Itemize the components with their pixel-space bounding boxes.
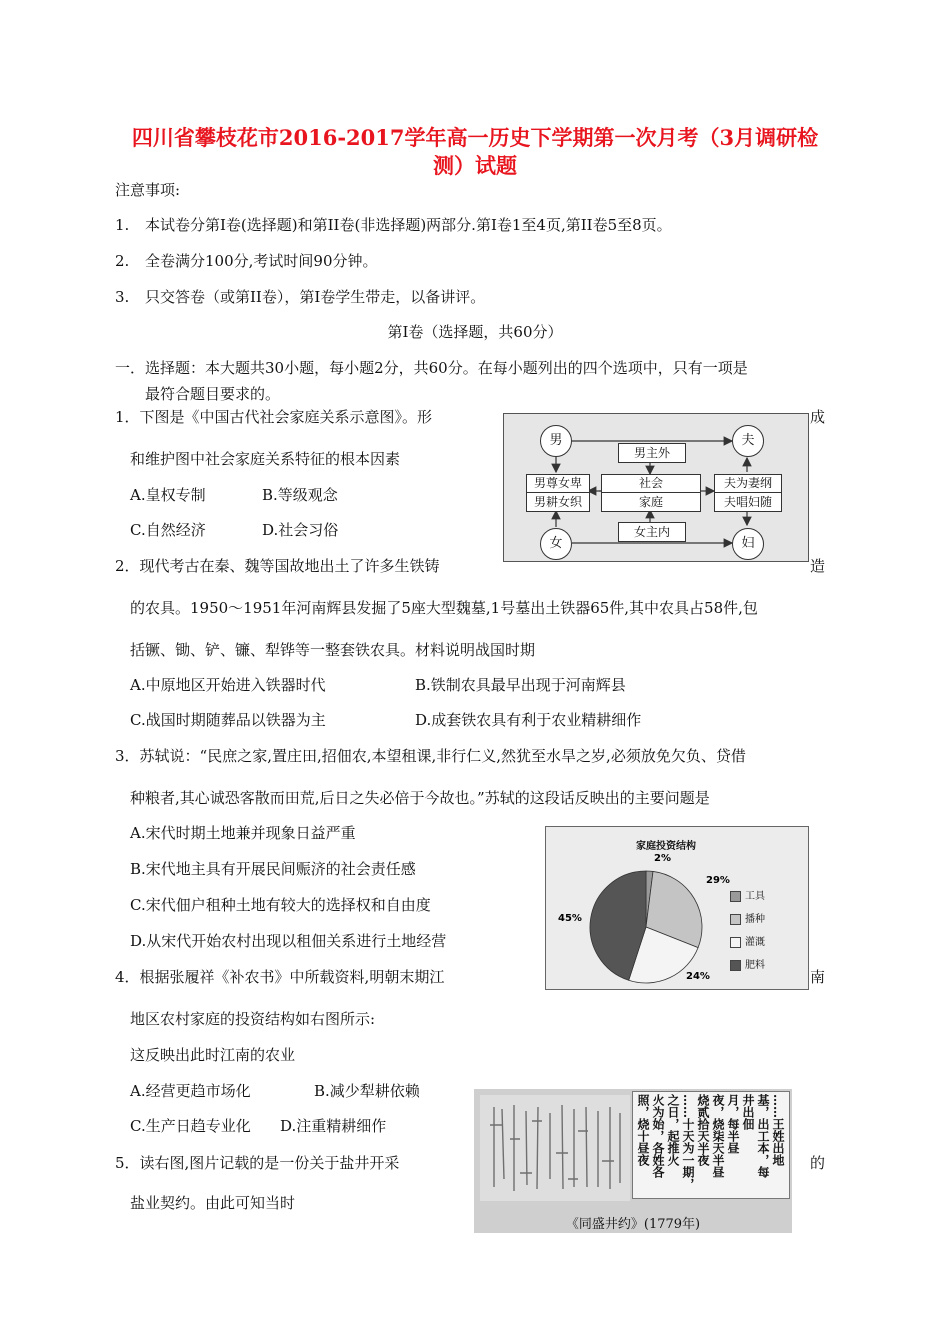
legend-item-sowing	[730, 910, 792, 925]
label-family: 家庭	[638, 495, 663, 509]
q4-option-d: D.注重精耕细作	[280, 1117, 387, 1135]
slice-sowing-label: 29%	[706, 875, 730, 886]
q4-option-b: B.减少犁耕依赖	[314, 1082, 420, 1100]
q3-line1: 3．苏轼说：“民庶之家,置庄田,招佃农,本望租课,非行仁义,然犹至水旱之岁,必须放免欠负、贷借	[115, 747, 746, 765]
part-intro-line2: 最符合题目要求的。	[145, 385, 281, 403]
q5-stem-a: 5．读右图,图片记载的是一份关于盐井开采	[115, 1154, 400, 1172]
notice-item-2-num: 2.	[115, 252, 130, 270]
notice-item-1-text: 本试卷分第I卷(选择题)和第II卷(非选择题)两部分.第I卷1至4页,第II卷5至8页。	[145, 216, 672, 234]
legend-label-fertilizer: 肥料	[745, 960, 765, 971]
contract-transcription	[632, 1091, 790, 1199]
node-female: 女	[540, 528, 572, 560]
notice-item-2-text: 全卷满分100分,考试时间90分钟。	[145, 252, 378, 270]
notice-heading: 注意事项:	[115, 181, 181, 199]
q1-stem-a: 1．下图是《中国古代社会家庭关系示意图》。形	[115, 408, 433, 426]
q4-line3: 这反映出此时江南的农业	[130, 1046, 296, 1064]
legend-label-tools: 工具	[745, 891, 765, 902]
notice-item-1-num: 1.	[115, 216, 130, 234]
legend-swatch-irrigation	[730, 937, 741, 948]
contract-caption: 《同盛井约》(1779年)	[565, 1217, 701, 1232]
salt-well-contract-figure	[474, 1089, 792, 1233]
q2-option-d: D.成套铁农具有利于农业精耕细作	[415, 711, 642, 729]
q2-option-a: A.中原地区开始进入铁器时代	[130, 676, 326, 694]
slice-tools-label: 2%	[654, 853, 671, 864]
slice-irrigation-label: 24%	[686, 971, 710, 982]
legend-swatch-sowing	[730, 914, 741, 925]
transcription-column-7: ……十天为一期，	[681, 1094, 695, 1190]
contract-photo	[480, 1095, 630, 1201]
q1-option-b: B.等级观念	[262, 486, 338, 504]
q3-option-d: D.从宋代开始农村出现以租佃关系进行土地经营	[130, 932, 447, 950]
q3-option-b: B.宋代地主具有开展民间赈济的社会责任感	[130, 860, 416, 878]
q1-option-d: D.社会习俗	[262, 521, 339, 539]
chart-title: 家庭投资结构	[636, 841, 696, 852]
transcription-column-1: ……王姓出地	[771, 1094, 785, 1166]
q4-stem-b: 南	[810, 968, 826, 986]
q2-line2: 的农具。1950～1951年河南辉县发掘了5座大型魏墓,1号墓出土铁器65件,其中农具占58件,包	[130, 599, 758, 617]
transcription-column-8: 之日，起推火	[666, 1094, 680, 1166]
label-husband-guides-wife: 夫为妻纲	[715, 475, 781, 493]
slice-fertilizer-label: 45%	[558, 913, 582, 924]
box-women-inside: 女主内	[618, 522, 686, 542]
legend-swatch-fertilizer	[730, 960, 741, 971]
transcription-column-4: 月，每半昼	[726, 1094, 740, 1154]
legend-item-tools	[730, 887, 792, 902]
node-male: 男	[540, 425, 572, 457]
legend-label-sowing: 播种	[745, 914, 765, 925]
contract-handwriting-image	[480, 1095, 630, 1201]
q5-line2: 盐业契约。由此可知当时	[130, 1194, 296, 1212]
transcription-column-9: 火为始，各姓各	[651, 1094, 665, 1178]
q4-option-a: A.经营更趋市场化	[130, 1082, 251, 1100]
investment-structure-chart	[545, 826, 809, 990]
legend-item-fertilizer	[730, 956, 792, 971]
q1-stem-b: 成	[810, 408, 826, 426]
part-intro-line1: 一．选择题：本大题共30小题，每小题2分，共60分。在每小题列出的四个选项中，只有一项是	[115, 359, 748, 377]
q1-option-c: C.自然经济	[130, 521, 206, 539]
transcription-column-6: 烧贰拾天半夜	[696, 1094, 710, 1166]
label-husband-leads-wife-follows: 夫唱妇随	[723, 495, 772, 509]
legend-swatch-tools	[730, 891, 741, 902]
q3-option-c: C.宋代佃户租种土地有较大的选择权和自由度	[130, 896, 431, 914]
notice-item-3-num: 3.	[115, 288, 130, 306]
q2-stem-b: 造	[810, 557, 826, 575]
family-relations-diagram	[503, 413, 809, 562]
q4-line2: 地区农村家庭的投资结构如右图所示:	[130, 1010, 376, 1028]
q4-stem-a: 4．根据张履祥《补农书》中所载资料,明朝末期江	[115, 968, 445, 986]
label-men-farm-women-weave: 男耕女织	[533, 495, 582, 509]
q1-option-a: A.皇权专制	[130, 486, 206, 504]
legend-item-irrigation	[730, 933, 792, 948]
transcription-column-3: 井出佃	[741, 1094, 755, 1130]
box-right-values	[714, 474, 782, 512]
q3-option-a: A.宋代时期土地兼并现象日益严重	[130, 824, 356, 842]
transcription-column-10: 照，烧十昼夜	[636, 1094, 650, 1166]
q5-stem-b: 的	[810, 1154, 826, 1172]
section-title: 第I卷（选择题，共60分）	[387, 323, 563, 341]
q1-stem-c: 和维护图中社会家庭关系特征的根本因素	[130, 450, 401, 468]
q4-option-c: C.生产日趋专业化	[130, 1117, 251, 1135]
q2-option-c: C.战国时期随葬品以铁器为主	[130, 711, 326, 729]
page-title-line2: 测）试题	[433, 153, 517, 178]
q3-line2: 种粮者,其心诚恐客散而田荒,后日之失必倍于今故也。”苏轼的这段话反映出的主要问题是	[130, 789, 710, 807]
transcription-column-2: 基，出工本，每	[756, 1094, 770, 1178]
box-men-outside: 男主外	[618, 443, 686, 463]
label-male-superior: 男尊女卑	[527, 475, 589, 493]
legend-label-irrigation: 灌溉	[745, 937, 765, 948]
q2-option-b: B.铁制农具最早出现于河南辉县	[415, 676, 626, 694]
q2-line3: 括镢、锄、铲、镰、犁铧等一整套铁农具。材料说明战国时期	[130, 641, 536, 659]
notice-item-3-text: 只交答卷（或第II卷），第I卷学生带走，以备讲评。	[145, 288, 486, 306]
page-title-line1: 四川省攀枝花市2016-2017学年高一历史下学期第一次月考（3月调研检	[131, 125, 819, 150]
transcription-column-5: 夜，烧柒天半昼	[711, 1094, 725, 1178]
box-left-values	[526, 474, 590, 512]
box-society-family	[601, 474, 701, 512]
label-society: 社会	[602, 475, 700, 493]
node-husband: 夫	[732, 425, 764, 457]
q2-stem-a: 2．现代考古在秦、魏等国故地出土了许多生铁铸	[115, 557, 440, 575]
node-wife: 妇	[732, 528, 764, 560]
